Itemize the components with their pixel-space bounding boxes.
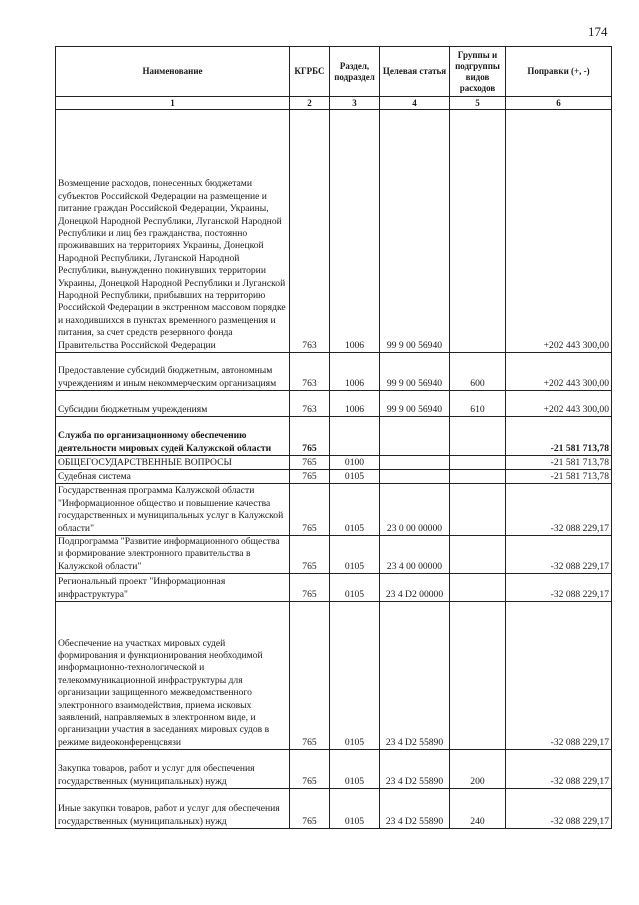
row-kgrbs: 763 — [290, 110, 330, 353]
row-name: Государственная программа Калужской области "Информационное общество и повышение качества государственных и муниципальных услуг в Калужской области" — [56, 484, 290, 536]
row-kgrbs: 765 — [290, 602, 330, 750]
row-kgrbs: 765 — [290, 789, 330, 829]
budget-amendments-table — [55, 46, 612, 829]
header-row — [56, 47, 612, 97]
table-row — [56, 470, 612, 484]
table-row — [56, 602, 612, 750]
row-group — [450, 574, 506, 602]
row-amount: -21 581 713,78 — [506, 417, 612, 456]
row-section: 1006 — [330, 391, 380, 417]
header-amendments: Поправки (+, -) — [506, 47, 612, 97]
row-group — [450, 110, 506, 353]
row-name: Предоставление субсидий бюджетным, автономным учреждениям и иным некоммерческим организациям — [56, 353, 290, 391]
row-amount: +202 443 300,00 — [506, 353, 612, 391]
row-target — [380, 456, 450, 470]
row-target: 99 9 00 56940 — [380, 353, 450, 391]
row-amount: +202 443 300,00 — [506, 110, 612, 353]
row-kgrbs: 765 — [290, 484, 330, 536]
row-kgrbs: 765 — [290, 750, 330, 789]
row-kgrbs: 765 — [290, 470, 330, 484]
row-name: Судебная система — [56, 470, 290, 484]
row-target: 23 4 D2 00000 — [380, 574, 450, 602]
row-name: Региональный проект "Информационная инфраструктура" — [56, 574, 290, 602]
row-section: 0105 — [330, 574, 380, 602]
row-section: 0105 — [330, 789, 380, 829]
row-group — [450, 456, 506, 470]
table-row — [56, 750, 612, 789]
row-section: 0105 — [330, 750, 380, 789]
row-group: 240 — [450, 789, 506, 829]
table-row — [56, 417, 612, 456]
table-row — [56, 574, 612, 602]
row-group: 600 — [450, 353, 506, 391]
row-target: 23 4 D2 55890 — [380, 602, 450, 750]
row-name: Обеспечение на участках мировых судей формирования и функционирования необходимой информационно-технологической и телекоммуникационной инфраструктуры для организации защищенного межведомственного электронного взаимодействия, приема исковых заявлений, направляемых в электронном виде, и организации участия в заседаниях мировых судов в режиме видеоконференцсвязи — [56, 602, 290, 750]
row-kgrbs: 765 — [290, 536, 330, 574]
row-group: 200 — [450, 750, 506, 789]
row-section: 0105 — [330, 536, 380, 574]
col-number: 4 — [380, 97, 450, 110]
row-kgrbs: 763 — [290, 391, 330, 417]
col-number: 2 — [290, 97, 330, 110]
table-row — [56, 353, 612, 391]
table-row — [56, 391, 612, 417]
row-name: Субсидии бюджетным учреждениям — [56, 391, 290, 417]
row-name: Служба по организационному обеспечению деятельности мировых судей Калужской области — [56, 417, 290, 456]
row-amount: +202 443 300,00 — [506, 391, 612, 417]
header-name: Наименование — [56, 47, 290, 97]
row-kgrbs: 765 — [290, 574, 330, 602]
table-row — [56, 110, 612, 353]
row-amount: -21 581 713,78 — [506, 456, 612, 470]
row-amount: -32 088 229,17 — [506, 574, 612, 602]
row-kgrbs: 765 — [290, 417, 330, 456]
header-section: Раздел, подраздел — [330, 47, 380, 97]
table-row — [56, 484, 612, 536]
header-kgrbs: КГРБС — [290, 47, 330, 97]
row-section: 0105 — [330, 470, 380, 484]
row-amount: -32 088 229,17 — [506, 789, 612, 829]
row-target: 23 0 00 00000 — [380, 484, 450, 536]
row-amount: -32 088 229,17 — [506, 536, 612, 574]
row-section: 0105 — [330, 484, 380, 536]
row-amount: -32 088 229,17 — [506, 602, 612, 750]
row-name: ОБЩЕГОСУДАРСТВЕННЫЕ ВОПРОСЫ — [56, 456, 290, 470]
col-number: 5 — [450, 97, 506, 110]
row-target: 99 9 00 56940 — [380, 110, 450, 353]
row-group: 610 — [450, 391, 506, 417]
row-group — [450, 417, 506, 456]
row-target: 23 4 D2 55890 — [380, 750, 450, 789]
table-row — [56, 789, 612, 829]
row-group — [450, 602, 506, 750]
row-group — [450, 536, 506, 574]
col-number: 1 — [56, 97, 290, 110]
header-group: Группы и подгруппы видов расходов — [450, 47, 506, 97]
row-name: Возмещение расходов, понесенных бюджетами субъектов Российской Федерации на размещение и питание граждан Российской Федерации, Украины, Донецкой Народной Республики, Луганской Народной Республики и лиц без гражданства, постоянно проживавших на территориях Украины, Донецкой Народной Республики, Луганской Народной Республики, вынужденно покинувших территории Украины, Донецкой Народной Республики и Луганской Народной Республики, прибывших на территорию Российской Федерации в экстренном массовом порядке и находившихся в пунктах временного размещения и питания, за счет средств резервного фонда Правительства Российской Федерации — [56, 110, 290, 353]
column-number-row — [56, 97, 612, 110]
row-amount: -32 088 229,17 — [506, 750, 612, 789]
row-target: 99 9 00 56940 — [380, 391, 450, 417]
row-kgrbs: 763 — [290, 353, 330, 391]
row-target: 23 4 00 00000 — [380, 536, 450, 574]
table-row — [56, 456, 612, 470]
row-section: 1006 — [330, 110, 380, 353]
row-section — [330, 417, 380, 456]
row-section: 0100 — [330, 456, 380, 470]
header-target: Целевая статья — [380, 47, 450, 97]
row-amount: -32 088 229,17 — [506, 484, 612, 536]
row-section: 0105 — [330, 602, 380, 750]
row-target — [380, 417, 450, 456]
row-kgrbs: 765 — [290, 456, 330, 470]
page-number: 174 — [588, 24, 608, 39]
table-row — [56, 536, 612, 574]
row-target — [380, 470, 450, 484]
col-number: 6 — [506, 97, 612, 110]
row-group — [450, 470, 506, 484]
row-amount: -21 581 713,78 — [506, 470, 612, 484]
row-section: 1006 — [330, 353, 380, 391]
row-target: 23 4 D2 55890 — [380, 789, 450, 829]
row-name: Закупка товаров, работ и услуг для обеспечения государственных (муниципальных) нужд — [56, 750, 290, 789]
col-number: 3 — [330, 97, 380, 110]
row-name: Иные закупки товаров, работ и услуг для обеспечения государственных (муниципальных) нужд — [56, 789, 290, 829]
row-group — [450, 484, 506, 536]
row-name: Подпрограмма "Развитие информационного общества и формирование электронного правительства в Калужской области" — [56, 536, 290, 574]
